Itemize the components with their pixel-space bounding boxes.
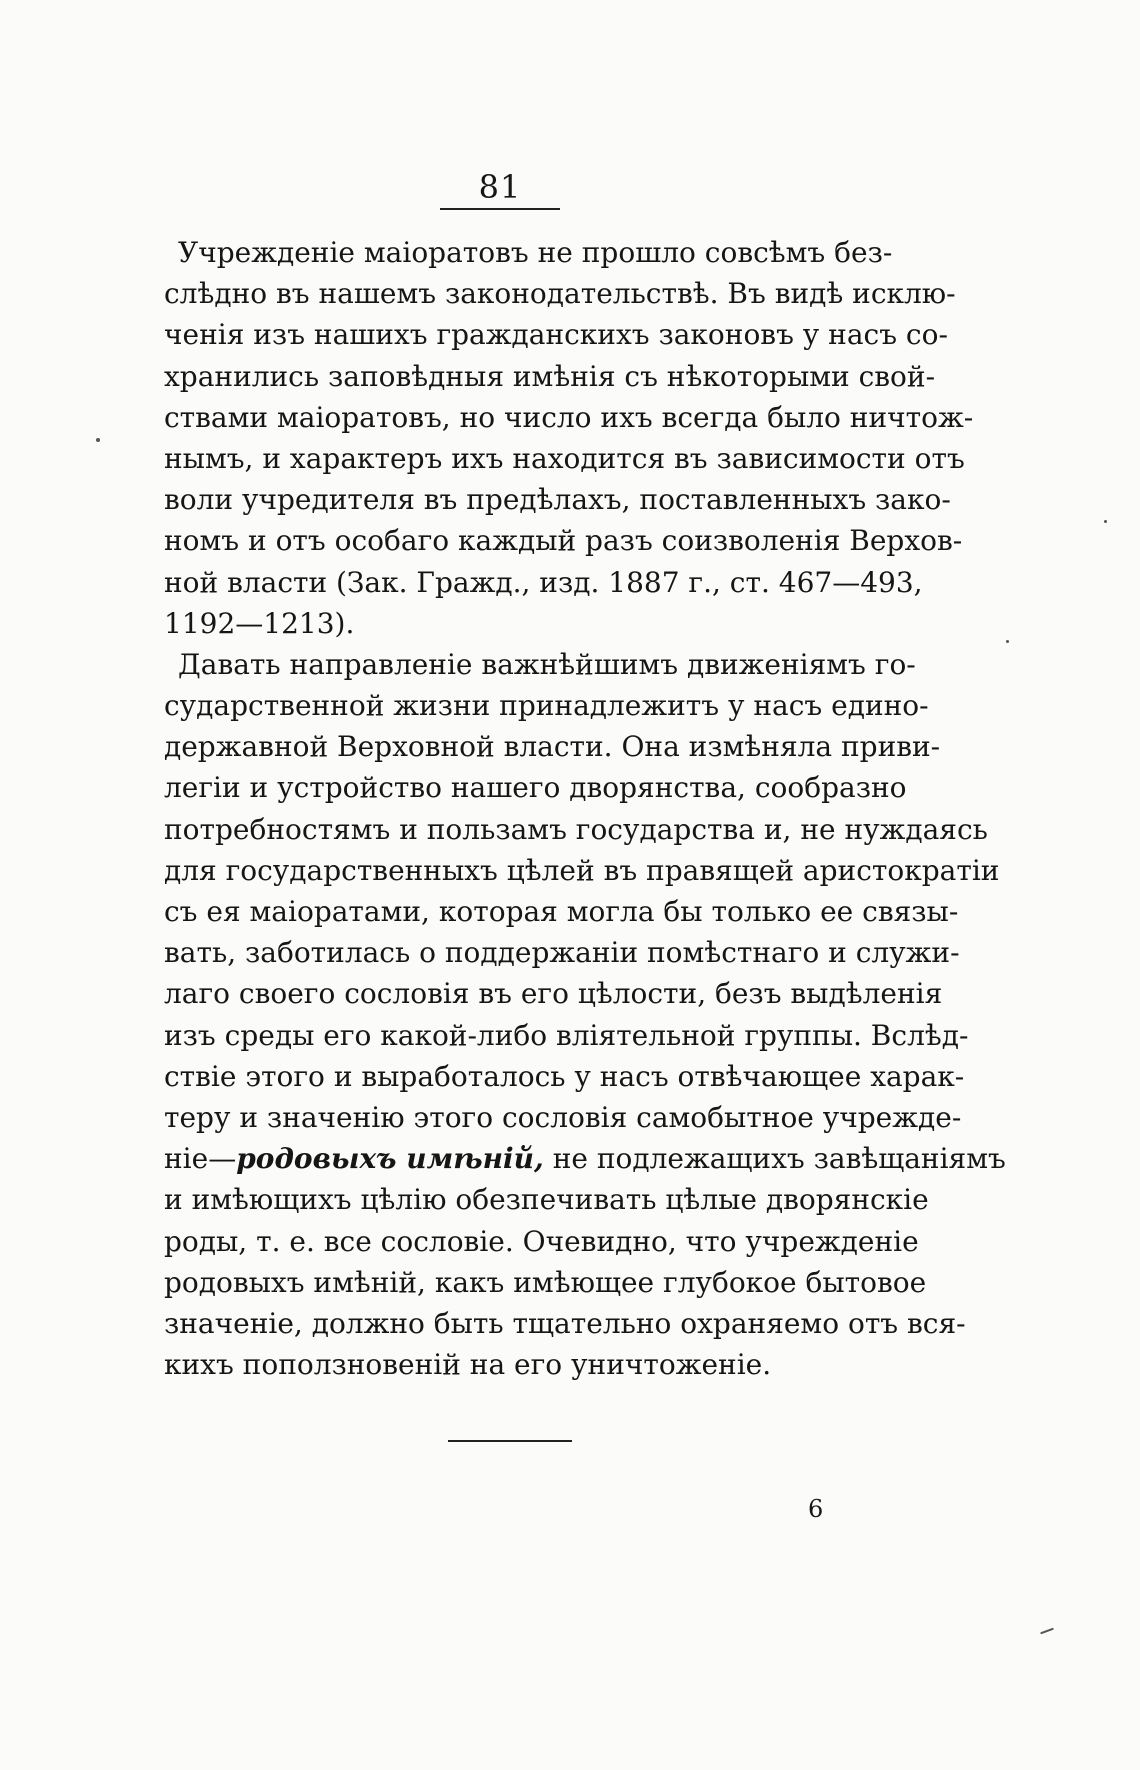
emphasis-italic: родовыхъ имѣнiй, [236, 1142, 544, 1176]
text-line: потребностямъ и пользамъ государства и, не нуждаясь [164, 812, 988, 846]
body-text [164, 232, 1006, 1385]
text-line: лаго своего сословiя въ его цѣлости, безъ выдѣленiя [164, 977, 943, 1011]
paragraph-1 [164, 232, 974, 644]
text-line: роды, т. е. все сословiе. Очевидно, что учрежденiе [164, 1224, 919, 1258]
paragraph-2 [164, 644, 1006, 1385]
text-line: хранились заповѣдныя имѣнiя съ нѣкоторыми свой- [164, 359, 936, 393]
page-number: 81 [478, 168, 522, 206]
text-line: съ ея маiоратами, которая могла бы только ее связы- [164, 895, 959, 928]
scan-speck [1104, 520, 1107, 523]
text-line: и имѣющихъ цѣлiю обезпечивать цѣлые дворянскiе [164, 1183, 929, 1217]
text-line: кихъ поползновенiй на его уничтоженiе. [164, 1348, 772, 1382]
text-line: державной Верховной власти. Она измѣняла приви- [164, 730, 941, 764]
text-line: для государственныхъ цѣлей въ правящей аристократiи [164, 853, 1000, 887]
text-line: ной власти (Зак. Гражд., изд. 1887 г., ст. 467—493, [164, 565, 923, 599]
emphasis-prefix: нiе— [164, 1142, 237, 1176]
text-line: значенiе, должно быть тщательно охраняемо отъ вся- [164, 1306, 966, 1340]
text-line: Учрежденiе маiоратовъ не прошло совсѣмъ без- [178, 236, 893, 269]
scan-speck [1040, 1628, 1054, 1635]
text-line: легiи и устройство нашего дворянства, сообразно [164, 771, 907, 805]
text-line: сударственной жизни принадлежитъ у насъ едино- [164, 689, 929, 723]
text-line: ствами маiоратовъ, но число ихъ всегда было ничтож- [164, 400, 974, 434]
text-line: нымъ, и характеръ ихъ находится въ зависимости отъ [164, 441, 965, 475]
end-rule [448, 1440, 572, 1442]
signature-mark: 6 [808, 1495, 824, 1523]
scan-speck [1006, 640, 1009, 643]
text-line: ствiе этого и выработалось у насъ отвѣчающее харак- [164, 1059, 965, 1093]
scan-speck [96, 438, 100, 442]
text-line: вать, заботилась о поддержанiи помѣстнаго и служи- [164, 936, 960, 970]
page-number-rule [440, 208, 560, 210]
text-line: номъ и отъ особаго каждый разъ соизволенiя Верхов- [164, 524, 963, 558]
text-line: слѣдно въ нашемъ законодательствѣ. Въ видѣ исклю- [164, 277, 956, 311]
text-line: теру и значенiю этого сословiя самобытное учрежде- [164, 1100, 962, 1134]
text-line: изъ среды его какой-либо влiятельной группы. Вслѣд- [164, 1018, 969, 1052]
text-line: воли учредителя въ предѣлахъ, поставленныхъ зако- [164, 483, 951, 517]
text-line: родовыхъ имѣнiй, какъ имѣющее глубокое бытовое [164, 1265, 927, 1299]
text-line: 1192—1213). [164, 606, 355, 640]
text-line: Давать направленiе важнѣйшимъ движенiямъ го- [178, 647, 916, 681]
text-line: ченiя изъ нашихъ гражданскихъ законовъ у насъ со- [164, 318, 948, 352]
emphasis-suffix: не подлежащихъ завѣщанiямъ [543, 1142, 1006, 1176]
emphasis-line [164, 1138, 1006, 1179]
